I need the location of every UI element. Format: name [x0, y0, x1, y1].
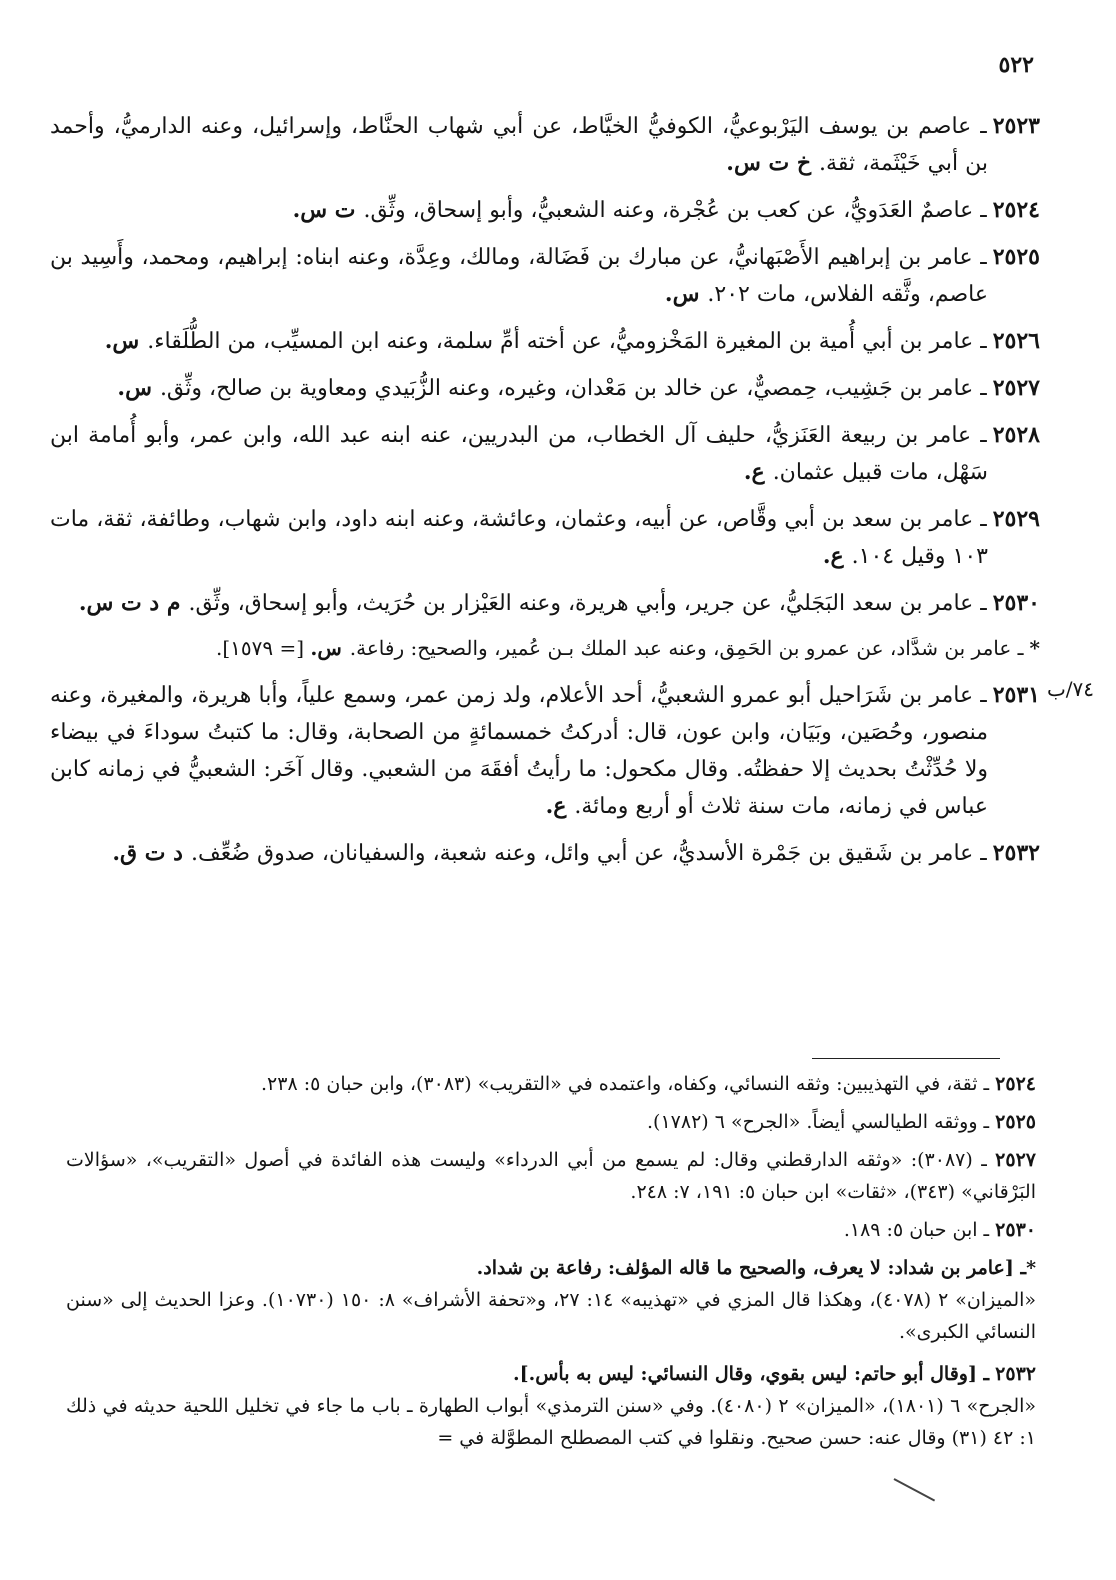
footnotes: [66, 1068, 1036, 1460]
footnote-2524: [66, 1068, 1036, 1100]
footnote-separator: [812, 1058, 1000, 1059]
footnote-number: ٢٥٢٥: [995, 1111, 1036, 1133]
entry-text: ـ عامر بن إبراهيم الأَصْبَهانيُّ، عن مبارك بن فَضَالة، ومالك، وعِدَّة، وعنه ابناه: إبراهيم، ومحمد، وأَسِيد بن عاصم، وثَّقه الفلاس، مات ٢٠٢.: [50, 245, 988, 307]
entry-text: ـ عامر بن شَرَاحيل أبو عمرو الشعبيُّ، أحد الأعلام، ولد زمن عمر، وسمع علياً، وأبا هريرة، والمغيرة، وعنه منصور، وحُصَين، وبَيَان، وابن عون، قال: أدركتُ خمسمائةٍ من الصحابة، وقال: ما كتبتُ سوداءَ في بيضاء ولا حُدِّثْتُ بحديث إلا حفظتُه. وقال مكحول: ما رأيتُ أفقَهَ من الشعبي. وقال آخَر: الشعبيُّ في زمانه كابن عباس في زمانه، مات سنة ثلاث أو أربع ومائة.: [50, 683, 989, 819]
entry-2527: [50, 370, 1040, 407]
entry-codes: ت س.: [292, 197, 356, 223]
entry-codes: س.: [104, 328, 140, 354]
entry-number: ٢٥٢٩: [992, 506, 1040, 532]
cross-reference: [= ١٥٧٩].: [215, 636, 305, 660]
footnote-number: ٢٥٢٧: [995, 1149, 1036, 1171]
page-number: ٥٢٢: [998, 52, 1034, 78]
entry-number: ٢٥٢٤: [992, 197, 1040, 223]
footnote-2532: [66, 1358, 1036, 1454]
footnote-number: ٢٥٢٤: [995, 1073, 1036, 1095]
entry-number: *: [1029, 636, 1040, 660]
entry-codes: س.: [117, 375, 152, 401]
entry-text: ـ عامر بن سعد بن أبي وقَّاص، عن أبيه، وعثمان، وعائشة، وعنه ابنه داود، وابن شهاب، وطائفة، ثقة، مات ١٠٣ وقيل ١٠٤.: [50, 507, 988, 569]
entry-number: ٢٥٣٠: [992, 590, 1040, 616]
entry-2529: [50, 501, 1040, 575]
footnote-bold-text: ـ [وقال أبو حاتم: ليس بقوي، وقال النسائي: ليس به بأس.].: [513, 1363, 990, 1385]
entry-number: ٢٥٣١: [992, 682, 1040, 708]
entry-number: ٢٥٢٦: [992, 328, 1040, 354]
footnote-2527: [66, 1144, 1036, 1208]
entry-text: ـ عامر بن أبي أُمية بن المغيرة المَخْزوميُّ، عن أخته أمِّ سلمة، وعنه ابن المسيِّب، من الطُّلَقاء.: [147, 329, 987, 354]
entry-number: ٢٥٢٥: [992, 244, 1040, 270]
footnote-2525: [66, 1106, 1036, 1138]
manuscript-folio-note: ٧٤/ب: [1046, 677, 1094, 701]
entry-codes: ع.: [545, 793, 567, 819]
footnote-text: «الجرح» ٦ (١٨٠١)، «الميزان» ٢ (٤٠٨٠). وفي «سنن الترمذي» أبواب الطهارة ـ باب ما جاء في تخليل اللحية حديثه في ذلك ١: ٤٢ (٣١) وقال عنه: حسن صحيح. ونقلوا في كتب المصطلح المطوَّلة في =: [66, 1395, 1037, 1449]
footnote-number: ٢٥٣٠: [995, 1219, 1036, 1241]
entry-2526: [50, 323, 1040, 360]
entry-codes: س.: [664, 281, 700, 307]
footnote-number: *: [1026, 1257, 1036, 1279]
entry-text: ـ عامر بن ربيعة العَنَزيُّ، حليف آل الخطاب، من البدريين، عنه ابنه عبد الله، وابن عمر، وأبو أُمامة ابن سَهْل، مات قبيل عثمان.: [50, 423, 988, 485]
entry-number: ٢٥٢٣: [992, 113, 1040, 139]
entry-2525: [50, 239, 1040, 313]
entry-2530: [50, 585, 1040, 622]
entry-codes: ع.: [822, 543, 844, 569]
entry-number: ٢٥٢٨: [992, 422, 1040, 448]
entry-2524: [50, 192, 1040, 229]
entry-2532: [50, 835, 1040, 872]
entries-list: [50, 108, 1094, 882]
entry-text: ـ عاصم بن يوسف اليَرْبوعيُّ، الكوفيُّ الخيَّاط، عن أبي شهاب الحنَّاط، وإسرائيل، وعنه الدارميُّ، وأحمد بن أبي خَيْثَمة، ثقة.: [50, 114, 988, 176]
entry-star: [50, 630, 1040, 667]
footnote-2530: [66, 1214, 1036, 1246]
entry-number: ٢٥٣٢: [992, 840, 1040, 866]
entry-2523: [50, 108, 1040, 182]
entry-codes: ع.: [743, 459, 765, 485]
footnote-number: ٢٥٣٢: [995, 1363, 1036, 1385]
entry-text: ـ عامر بن شَقيق بن جَمْرة الأسديُّ، عن أبي وائل، وعنه شعبة، والسفيانان، صدوق ضُعِّف.: [190, 841, 987, 866]
footnote-text: ـ ووثقه الطيالسي أيضاً. «الجرح» ٦ (١٧٨٢).: [647, 1111, 990, 1133]
entry-number: ٢٥٢٧: [992, 375, 1040, 401]
footnote-text: ـ (٣٠٨٧): «وثقه الدارقطني وقال: لم يسمع من أبي الدرداء» وليست هذه الفائدة في أصول «التقريب»، «سؤالات البَرْقاني» (٣٤٣)، «ثقات» ابن حبان ٥: ١٩١، ٧: ٢٤٨.: [66, 1149, 1036, 1203]
footnote-text: ـ ثقة، في التهذيبين: وثقه النسائي، وكفاه، واعتمده في «التقريب» (٣٠٨٣)، وابن حبان ٥: ٢٣٨.: [260, 1073, 990, 1095]
entry-text: ـ عامر بن سعد البَجَليُّ، عن جرير، وأبي هريرة، وعنه العَيْزار بن حُرَيث، وأبو إسحاق، وثِّق.: [188, 591, 987, 616]
entry-2531: [50, 677, 1040, 825]
entry-codes: م د ت س.: [78, 590, 181, 616]
entry-codes: خ ت س.: [726, 150, 812, 176]
entry-text: ـ عامر بن جَشِيب، حِمصيٌّ، عن خالد بن مَعْدان، وغيره، وعنه الزُّبَيدي ومعاوية بن صالح، وثِّق.: [159, 376, 987, 401]
footnote-text: «الميزان» ٢ (٤٠٧٨)، وهكذا قال المزي في «تهذيبه» ١٤: ٢٧، و«تحفة الأشراف» ٨: ١٥٠ (١٠٧٣٠). وعزا الحديث إلى «سنن النسائي الكبرى».: [66, 1289, 1037, 1343]
entry-codes: د ت ق.: [112, 840, 183, 866]
entry-2528: [50, 417, 1040, 491]
entry-2531-wrap: [50, 677, 1094, 825]
entry-codes: س.: [310, 636, 342, 660]
entry-text: ـ عاصمٌ العَدَويُّ، عن كعب بن عُجْرة، وعنه الشعبيُّ، وأبو إسحاق، وثِّق.: [363, 198, 987, 223]
footnote-text: ـ ابن حبان ٥: ١٨٩.: [843, 1219, 990, 1241]
footnote-star: [66, 1252, 1036, 1348]
footnote-bold-text: ـ [عامر بن شداد: لا يعرف، والصحيح ما قاله المؤلف: رفاعة بن شداد.: [476, 1257, 1027, 1279]
entry-text: ـ عامر بن شدَّاد، عن عمرو بن الحَمِق، وعنه عبد الملك بـن عُمير، والصحيح: رفاعة.: [349, 636, 1024, 660]
scan-mark: [894, 1478, 936, 1501]
